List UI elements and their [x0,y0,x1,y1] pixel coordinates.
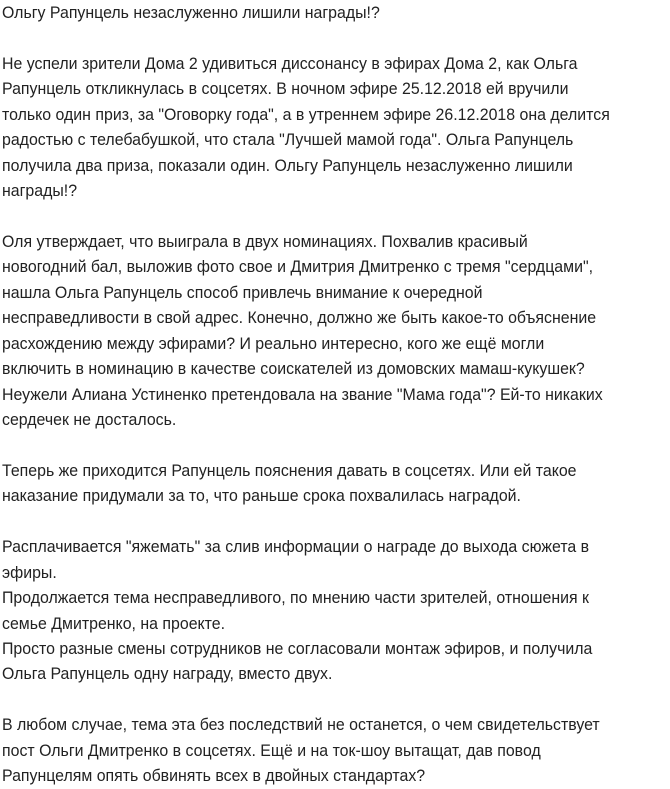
text-line: Ольга Рапунцель одну награду, вместо двух. [2,664,333,684]
paragraph-1 [2,51,670,204]
text-line: Неужели Алиана Устиненко претендовала на звание "Мама года"? Ей-то никаких [2,384,603,404]
text-line: семье Дмитренко, на проекте. [2,613,226,633]
text-line: расхождению между эфирами? И реально интересно, кого же ещё могли [2,333,545,353]
text-line: новогодний бал, выложив фото свое и Дмитрия Дмитренко с тремя "сердцами", [2,257,594,277]
text-line: пост Ольги Дмитренко в соцсетях. Ещё и на ток-шоу вытащат, дав повод [2,740,541,760]
text-line: Не успели зрители Дома 2 удивиться диссонансу в эфирах Дома 2, как Ольга [2,53,578,73]
text-line: Рапунцель откликнулась в соцсетях. В ночном эфире 25.12.2018 ей вручили [2,79,569,99]
paragraph-5 [2,712,670,788]
text-line: Продолжается тема несправедливого, по мнению части зрителей, отношения к [2,588,589,608]
paragraph-4 [2,534,670,687]
text-line: Расплачивается "яжемать" за слив информации о награде до выхода сюжета в [2,537,590,557]
text-line: Оля утверждает, что выиграла в двух номинациях. Похвалив красивый [2,231,528,251]
paragraph-2 [2,229,670,433]
text-line: сердечек не досталось. [2,410,177,429]
text-line: Теперь же приходится Рапунцель пояснения давать в соцсетях. Или ей такое [2,460,577,480]
text-line: В любом случае, тема эта без последствий не останется, о чем свидетельствует [2,715,600,735]
text-line: Рапунцелям опять обвинять всех в двойных стандартах? [2,766,426,786]
paragraph-spacer [2,687,670,712]
text-line: награды!? [2,181,78,201]
text-line: только один приз, за "Оговорку года", а в утреннем эфире 26.12.2018 она делится [2,104,610,124]
text-line: нашла Ольга Рапунцель способ привлечь внимание к очередной [2,282,483,302]
article-title [2,0,670,25]
paragraph-3 [2,458,670,509]
text-line: радостью с телебабушкой, что стала "Лучшей мамой года". Ольга Рапунцель [2,130,574,150]
title-line: Ольгу Рапунцель незаслуженно лишили награды!? [2,3,380,22]
paragraph-spacer [2,25,670,50]
text-line: эфиры. [2,562,57,582]
paragraph-spacer [2,432,670,457]
paragraph-spacer [2,509,670,534]
text-line: наказание придумали за то, что раньше срока похвалилась наградой. [2,486,521,506]
text-line: включить в номинацию в качестве соискателей из домовских мамаш-кукушек? [2,359,585,379]
text-line: Просто разные смены сотрудников не согласовали монтаж эфиров, и получила [2,638,593,658]
text-line: получила два приза, показали один. Ольгу Рапунцель незаслуженно лишили [2,155,573,175]
paragraph-spacer [2,204,670,229]
text-line: несправедливости в свой адрес. Конечно, должно же быть какое-то объяснение [2,308,597,328]
